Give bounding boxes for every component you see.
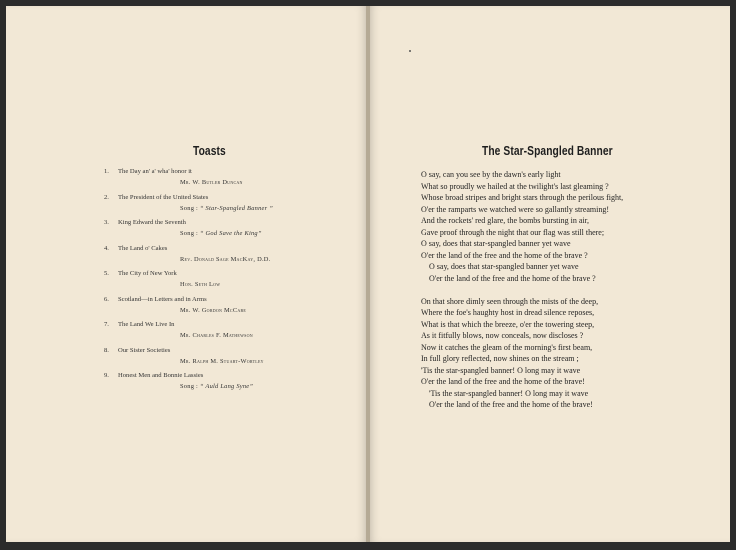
toast-title: The Day an' a' wha' honor it <box>118 168 192 175</box>
toast-title: Our Sister Societies <box>118 346 171 354</box>
toast-respondent: Mr. Charles F. Mathewson <box>180 332 253 339</box>
toast-number: 2. <box>104 193 109 201</box>
toast-number: 6. <box>104 295 109 303</box>
song-label: Song : <box>180 383 199 390</box>
toast-item <box>104 219 354 245</box>
lyric-line: Now it catches the gleam of the morning's first beam, <box>421 342 593 352</box>
lyric-line: On that shore dimly seen through the mists of the deep, <box>421 296 599 306</box>
lyric-line: O say, can you see by the dawn's early light <box>421 170 561 179</box>
toast-song <box>180 205 273 212</box>
toast-respondent: Rev. Donald Sage MacKay, D.D. <box>180 255 271 263</box>
toast-number: 4. <box>104 244 109 252</box>
lyric-line: And the rockets' red glare, the bombs bursting in air, <box>421 216 589 225</box>
lyric-line-refrain: O say, does that star-spangled banner yet wave <box>429 262 579 271</box>
toast-item <box>104 168 354 194</box>
toast-item <box>104 194 354 220</box>
toasts-heading: Toasts <box>193 144 226 158</box>
toast-item <box>104 296 354 322</box>
song-label: Song : <box>180 230 199 237</box>
toast-item <box>104 372 354 398</box>
toast-respondent: Mr. W. Butler Duncan <box>180 179 243 186</box>
anthem-heading: The Star-Spangled Banner <box>482 144 613 158</box>
toast-item <box>104 245 354 271</box>
lyric-line: What is that which the breeze, o'er the towering steep, <box>421 319 595 329</box>
toast-number: 7. <box>104 321 109 328</box>
toast-respondent: Hon. Seth Low <box>180 281 221 288</box>
toast-title: Honest Men and Bonnie Lassies <box>118 372 204 379</box>
page-speck <box>409 50 411 52</box>
toast-title: The Land o' Cakes <box>118 244 168 252</box>
toast-respondent: Mr. Ralph M. Stuart-Wortley <box>180 357 264 365</box>
lyric-line: O'er the land of the free and the home of the brave! <box>421 377 585 386</box>
song-label: Song : <box>180 204 199 212</box>
toast-title: The City of New York <box>118 270 177 277</box>
lyric-line: O'er the land of the free and the home of the brave ? <box>421 250 588 260</box>
toast-number: 9. <box>104 372 109 379</box>
song-name: “ Star-Spangled Banner ” <box>199 204 274 212</box>
lyric-line: What so proudly we hailed at the twilight's last gleaming ? <box>421 181 609 191</box>
lyric-line: In full glory reflected, now shines on the stream ; <box>421 354 579 363</box>
lyric-line: O'er the ramparts we watched were so gallantly streaming! <box>421 204 610 214</box>
song-name: “ Auld Lang Syne” <box>199 383 254 390</box>
toast-title: King Edward the Seventh <box>118 219 186 226</box>
toast-number: 5. <box>104 270 109 277</box>
lyric-line-refrain: 'Tis the star-spangled banner! O long may it wave <box>429 388 589 398</box>
toast-item <box>104 321 354 347</box>
lyric-line: As it fitfully blows, now conceals, now discloses ? <box>421 331 584 340</box>
stanza <box>421 296 721 411</box>
toast-song <box>180 383 253 390</box>
toast-number: 1. <box>104 168 109 175</box>
toast-title: The Land We Live In <box>118 321 175 328</box>
toast-number: 3. <box>104 219 109 226</box>
toast-song <box>180 230 262 237</box>
lyric-line: O say, does that star-spangled banner yet wave <box>421 239 571 248</box>
song-name: “ God Save the King” <box>199 230 262 237</box>
toast-title: The President of the United States <box>118 193 209 201</box>
lyric-line-refrain: O'er the land of the free and the home of the brave ? <box>429 273 596 283</box>
toast-respondent: Mr. W. Gordon McCabe <box>180 306 247 314</box>
toast-number: 8. <box>104 346 109 354</box>
toast-list <box>104 168 354 398</box>
anthem-lyrics <box>421 169 721 411</box>
lyric-line: Where the foe's haughty host in dread silence reposes, <box>421 308 595 317</box>
stanza <box>421 169 721 284</box>
lyric-line: Whose broad stripes and bright stars through the perilous fight, <box>421 193 624 202</box>
toast-item <box>104 347 354 373</box>
toast-title: Scotland—in Letters and in Arms <box>118 295 207 303</box>
toast-item <box>104 270 354 296</box>
lyric-line: Gave proof through the night that our flag was still there; <box>421 227 605 237</box>
lyric-line-refrain: O'er the land of the free and the home of the brave! <box>429 400 593 409</box>
lyric-line: 'Tis the star-spangled banner! O long may it wave <box>421 365 581 375</box>
